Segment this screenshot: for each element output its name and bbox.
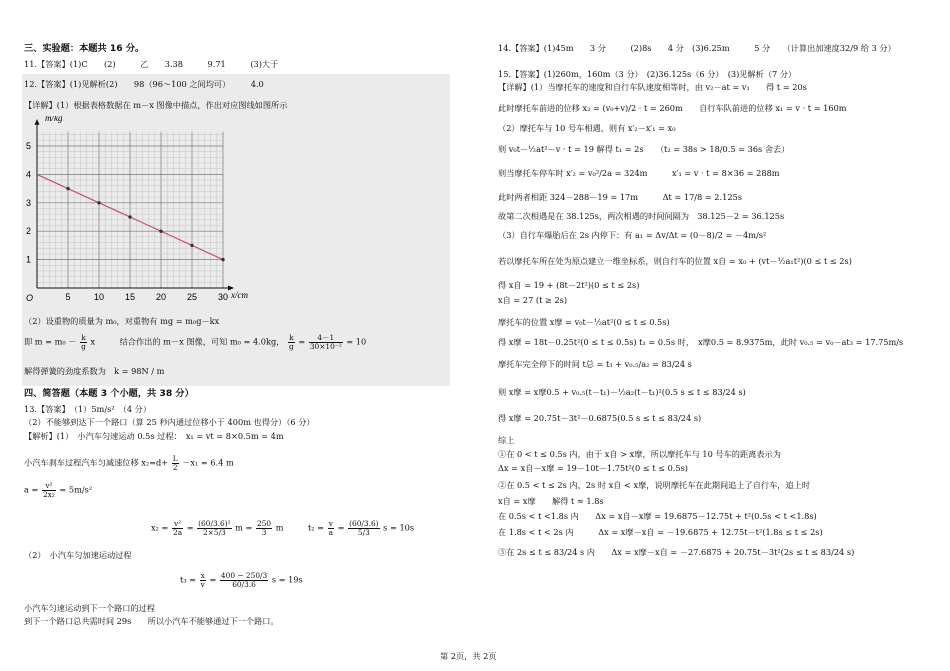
y-tick-label: 4 xyxy=(25,169,31,180)
frac-den: a xyxy=(328,527,334,537)
frac-num: v² xyxy=(173,519,182,528)
origin-label: O xyxy=(26,293,34,303)
t2-result: s = 10s xyxy=(383,522,415,533)
page-footer: 第 2页，共 2页 xyxy=(440,651,497,661)
q13-analysis: 【解析】(1） 小汽车匀速运动 0.5s 过程： x₁ = vt = 8×0.5m = 4m xyxy=(24,431,284,441)
frac-x-over-v xyxy=(200,572,206,589)
data-point xyxy=(66,187,69,190)
frac-x2-value xyxy=(197,520,231,537)
frac-num: 250 xyxy=(257,519,272,528)
q13-acc-value: = 5m/s² xyxy=(59,484,93,495)
q15-line-6: 此时两者相距 324－288－19 = 17m Δt = 17/8 = 2.125s xyxy=(498,192,742,202)
q15-line-15: 则 x摩 = x摩0.5 + v₀.₅(t－t₁)－½a₂(t－t₁)²(0.5 s ≤ t ≤ 83/24 s) xyxy=(498,387,746,397)
q13-uniform: 小汽车匀速运动到下一个路口的过程 xyxy=(24,603,156,613)
q13-x2-equation: x₂ = $\frac{\text{v²}}{2a}$ = $\frac{\text{(60/3.6)²}}{2\times 5/3}$ m = $\frac{250}{3}$ m xyxy=(151,519,284,537)
y-axis-arrow xyxy=(35,119,40,125)
t2-label: t₂ = xyxy=(308,522,325,533)
frac-250-3 xyxy=(256,520,272,537)
q12-eq-part-c: = 10 xyxy=(346,336,367,347)
x-tick-label: 10 xyxy=(93,292,105,302)
frac-num: v² xyxy=(42,482,56,491)
q12-equation xyxy=(24,334,366,351)
q13-accel: a = $\frac{\text{v²}}{\text{2x₂}}$ = 5m/s² xyxy=(24,481,93,499)
x2-mid: m = xyxy=(235,522,253,533)
data-point xyxy=(128,215,131,218)
q15-line-23: 在 1.8s < t < 2s 内 Δx = x摩－x自 = －19.6875 + 12.75t－t²(1.8s ≤ t ≤ 2s) xyxy=(498,527,823,537)
q15-line-16: 得 x摩 = 20.75t－3t²－0.6875(0.5 s ≤ t ≤ 83/24 s) xyxy=(498,413,702,423)
x-tick-label: 15 xyxy=(124,292,136,302)
x-tick-label: 5 xyxy=(65,292,71,302)
q15-line-17: 综上 xyxy=(498,435,515,445)
t3-result: s = 19s xyxy=(271,574,303,585)
frac-num: L xyxy=(172,454,178,463)
x-tick-label: 30 xyxy=(217,292,229,302)
x2-label: x₂ = xyxy=(151,522,169,533)
frac-num: (60/3.6)² xyxy=(198,519,231,528)
q15-line-8: （3）自行车爆胎后在 2s 内停下：有 a₁ = Δv/Δt = (0－8)/2 = －4m/s² xyxy=(498,230,767,240)
frac-den: 30×10⁻² xyxy=(309,341,342,351)
t3-label: t₃ = xyxy=(180,574,197,585)
x2-unit: m xyxy=(275,522,284,533)
frac-den: 2 xyxy=(172,462,178,472)
y-tick-label: 5 xyxy=(25,141,31,151)
mx-graph xyxy=(22,116,252,306)
frac-v2-over-2x2 xyxy=(42,482,56,499)
q15-line-19: Δx = x自－x摩 = 19－10t－1.75t²(0 ≤ t ≤ 0.5s) xyxy=(498,463,689,473)
q14-answer: 14.【答案】(1)45m 3 分 (2)8s 4 分 (3)6.25m 5 分 （计算出加速度32/9 给 3 分） xyxy=(498,43,896,53)
q15-answer: 15.【答案】(1)260m，160m（3 分） (2)36.125s（6 分） (3)见解析（7 分） xyxy=(498,69,797,79)
q15-line-7: 故第二次相遇是在 38.125s，两次相遇的时间间隔为 38.125－2 = 36.125s xyxy=(498,211,785,221)
frac-num: k xyxy=(81,333,86,342)
frac-t2-value xyxy=(348,520,379,537)
frac-k-over-g-2 xyxy=(288,334,295,351)
data-point xyxy=(97,201,100,204)
q15-line-5: 则当摩托车停车时 x′₂ = v₀²/2a = 324m x′₁ = v · t = 8×36 = 288m xyxy=(498,168,780,178)
q15-line-18: ①在 0 < t ≤ 0.5s 内，由于 x自 > x摩，所以摩托车与 10 号车的距离表示为 xyxy=(498,449,781,459)
q13-total: 到下一个路口总共需时间 29s 所以小汽车不能够通过下一个路口。 xyxy=(24,616,279,626)
y-axis-label: m/kg xyxy=(45,116,63,124)
q13-answer-2: （2）不能够到达下一个路口（算 25 秒内通过位移小于 400m 也得分）（6 分） xyxy=(24,417,315,427)
frac-den: 2a xyxy=(172,527,183,537)
frac-slope xyxy=(309,334,343,351)
y-tick-label: 3 xyxy=(25,197,31,208)
q15-line-22: 在 0.5s < t <1.8s 内 Δx = x自－x摩 = 19.6875－12.75t + t²(0.5s < t <1.8s) xyxy=(498,511,817,521)
y-tick-label: 1 xyxy=(25,254,31,265)
frac-den: 3 xyxy=(261,527,267,537)
q15-line-12: 摩托车的位置 x摩 = v₀t－½at²(0 ≤ t ≤ 0.5s) xyxy=(498,317,670,327)
x-tick-label: 25 xyxy=(186,292,198,302)
q13-t3-equation: t₃ = $\frac{x}{v}$ = $\frac{400 - 250/3}{60/3.6}$ s = 19s xyxy=(180,571,303,589)
data-point xyxy=(190,244,193,247)
q13-brake xyxy=(24,455,234,472)
frac-v2-over-2a xyxy=(172,520,183,537)
q15-line-1: 【详解】(1）当摩托车的速度和自行车队速度相等时，由 v₂－at = v₁ 得 t = 20s xyxy=(498,82,807,92)
q15-line-10: 得 x自 = 19 + (8t－2t²)(0 ≤ t ≤ 2s) xyxy=(498,280,640,290)
q15-line-14: 摩托车完全停下的时间 t总 = t₃ + v₀.₅/a₂ = 83/24 s xyxy=(498,359,692,369)
frac-t3-value xyxy=(220,572,268,589)
frac-den: v xyxy=(200,579,205,589)
data-point xyxy=(159,230,162,233)
data-point xyxy=(221,258,224,261)
q12-eq-part-b: x 结合作出的 m－x 图像，可知 m₀ = 4.0kg， xyxy=(90,336,285,347)
frac-num: k xyxy=(289,333,294,342)
frac-den: 5/3 xyxy=(357,527,370,537)
frac-L-over-2 xyxy=(172,455,179,472)
q13-part2: （2） 小汽车匀加速运动过程 xyxy=(24,550,132,560)
y-tick-label: 2 xyxy=(25,226,31,237)
frac-den-a: a xyxy=(177,527,183,537)
frac-num: v xyxy=(328,519,333,528)
frac-num: 400 − 250/3 xyxy=(220,571,268,580)
q12-spring-constant: 解得弹簧的劲度系数为 k = 98N / m xyxy=(24,366,165,376)
q15-line-24: ③在 2s ≤ t ≤ 83/24 s 内 Δx = x摩－x自 = －27.6875 + 20.75t－3t²(2s ≤ t ≤ 83/24 s) xyxy=(498,547,855,557)
frac-v-over-a xyxy=(328,520,334,537)
q12-part2: （2）设重物的质量为 m₀，对重物有 mg = m₀g－kx xyxy=(24,316,220,326)
frac-num: 4－1 xyxy=(309,334,343,343)
section3-title: 三、实验题：本题共 16 分。 xyxy=(24,43,145,54)
frac-num: (60/3.6) xyxy=(349,519,379,528)
q15-line-20: ②在 0.5 < t ≤ 2s 内，2s 时 x自 < x摩，说明摩托车在此期间追上了自行车，追上时 xyxy=(498,480,811,490)
frac-den: g xyxy=(81,341,86,351)
q15-line-4: 则 v₀t－½at²－v · t = 19 解得 t₁ = 2s （t₂ = 38s > 18/0.5 = 36s 舍去） xyxy=(498,144,790,154)
frac-den: 60/3.6 xyxy=(232,579,256,589)
q11-answer: 11.【答案】(1)C (2) 乙 3.38 9.71 (3)大于 xyxy=(24,59,279,69)
q15-line-3: （2）摩托车与 10 号车相遇，则有 x′₂－x′₁ = x₀ xyxy=(498,123,676,133)
q15-line-13: 得 x摩 = 18t－0.25t²(0 ≤ t ≤ 0.5s) t₁ = 0.5s 时， x摩0.5 = 8.9375m，此时 v₀.₅ = v₀－at₃ = 17.75m/s xyxy=(498,337,904,347)
q12-answer: 12.【答案】(1)见解析(2) 98（96～100 之间均可） 4.0 xyxy=(24,79,264,89)
accel-a: a xyxy=(24,484,29,495)
q12-eq-part-a: 即 m = m₀ － xyxy=(24,336,77,347)
q13-brake-a: 小汽车刹车过程汽车匀减速位移 x₂=d+ xyxy=(24,457,169,468)
q12-detail: 【详解】(1）根据表格数据在 m－x 图像中描点，作出对应图线如图所示 xyxy=(24,100,288,110)
q13-brake-b: －x₁ = 6.4 m xyxy=(182,457,234,468)
frac-k-over-g xyxy=(80,334,87,351)
q15-line-9: 若以摩托车所在处为原点建立一维坐标系，则自行车的位置 x自 = x₀ + (vt－½a₁t²)(0 ≤ t ≤ 2s) xyxy=(498,256,852,266)
frac-den: g xyxy=(289,341,294,351)
q13-t2-equation: t₂ = $\frac{v}{a}$ = $\frac{(60/3.6)}{5/3}$ s = 10s xyxy=(308,519,415,537)
equals: = xyxy=(298,336,306,347)
frac-den: 2×5/3 xyxy=(202,527,226,537)
section4-title: 四、简答题（本题 3 个小题，共 38 分） xyxy=(24,388,194,399)
x-tick-label: 20 xyxy=(155,292,167,302)
x-axis-label: x/cm xyxy=(231,290,248,300)
frac-num: x xyxy=(200,571,205,580)
frac-den: 2x₂ xyxy=(42,489,55,499)
q15-line-2: 此时摩托车前进的位移 x₂ = (v₀+v)/2 · t = 260m 自行车队前进的位移 x₁ = v · t = 160m xyxy=(498,103,847,113)
q15-line-21: x自 = x摩 解得 t ≈ 1.8s xyxy=(498,496,604,506)
q15-line-11: x自 = 27 (t ≥ 2s) xyxy=(498,295,568,305)
q13-answer: 13.【答案】 （1）5m/s² （4 分） xyxy=(24,404,152,414)
